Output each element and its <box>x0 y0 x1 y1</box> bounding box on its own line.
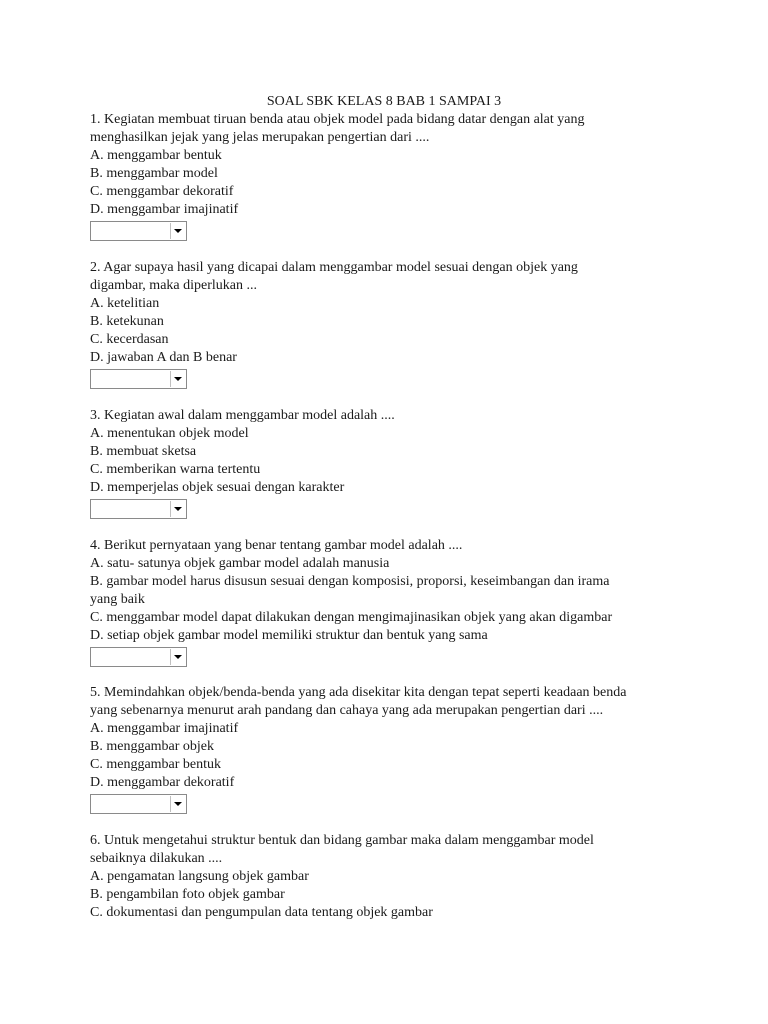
question-5 <box>90 684 680 814</box>
question-text: sebaiknya dilakukan .... <box>90 851 223 866</box>
answer-option: C. menggambar model dapat dilakukan dengan mengimajinasikan objek yang akan digambar <box>90 610 613 625</box>
answer-option: A. menggambar bentuk <box>90 148 222 163</box>
question-4 <box>90 537 680 667</box>
answer-option: A. pengamatan langsung objek gambar <box>90 869 309 884</box>
answer-option: C. menggambar dekoratif <box>90 184 234 199</box>
chevron-down-icon[interactable] <box>170 649 185 665</box>
answer-dropdown[interactable] <box>90 221 187 241</box>
answer-option: B. pengambilan foto objek gambar <box>90 887 285 902</box>
question-text: 6. Untuk mengetahui struktur bentuk dan bidang gambar maka dalam menggambar model <box>90 833 594 848</box>
question-2 <box>90 259 680 389</box>
answer-option: B. ketekunan <box>90 314 164 329</box>
page-title: SOAL SBK KELAS 8 BAB 1 SAMPAI 3 <box>266 94 502 109</box>
question-text: 2. Agar supaya hasil yang dicapai dalam menggambar model sesuai dengan objek yang <box>90 260 578 275</box>
question-text: menghasilkan jejak yang jelas merupakan pengertian dari .... <box>90 130 430 145</box>
chevron-down-icon[interactable] <box>170 223 185 239</box>
answer-dropdown[interactable] <box>90 647 187 667</box>
chevron-down-icon[interactable] <box>170 501 185 517</box>
answer-option: B. membuat sketsa <box>90 444 197 459</box>
answer-option: D. menggambar dekoratif <box>90 775 235 790</box>
answer-option: yang baik <box>90 592 145 607</box>
question-text: digambar, maka diperlukan ... <box>90 278 257 293</box>
answer-dropdown[interactable] <box>90 499 187 519</box>
answer-option: A. menentukan objek model <box>90 426 249 441</box>
question-text: 4. Berikut pernyataan yang benar tentang gambar model adalah .... <box>90 538 463 553</box>
question-6 <box>90 832 680 922</box>
answer-dropdown[interactable] <box>90 369 187 389</box>
answer-option: A. menggambar imajinatif <box>90 721 239 736</box>
answer-option: D. memperjelas objek sesuai dengan karakter <box>90 480 345 495</box>
question-text: 1. Kegiatan membuat tiruan benda atau objek model pada bidang datar dengan alat yang <box>90 112 585 127</box>
question-text: yang sebenarnya menurut arah pandang dan cahaya yang ada merupakan pengertian dari .... <box>90 703 604 718</box>
chevron-down-icon[interactable] <box>170 796 185 812</box>
question-text: 3. Kegiatan awal dalam menggambar model adalah .... <box>90 408 395 423</box>
answer-option: C. dokumentasi dan pengumpulan data tentang objek gambar <box>90 905 433 920</box>
question-text: 5. Memindahkan objek/benda-benda yang ada disekitar kita dengan tepat seperti keadaan benda <box>90 685 627 700</box>
answer-option: A. ketelitian <box>90 296 160 311</box>
question-1 <box>90 111 680 241</box>
answer-option: D. setiap objek gambar model memiliki struktur dan bentuk yang sama <box>90 628 488 643</box>
answer-option: A. satu- satunya objek gambar model adalah manusia <box>90 556 390 571</box>
answer-option: B. menggambar objek <box>90 739 215 754</box>
answer-option: D. menggambar imajinatif <box>90 202 239 217</box>
answer-option: D. jawaban A dan B benar <box>90 350 237 365</box>
answer-dropdown[interactable] <box>90 794 187 814</box>
answer-option: C. memberikan warna tertentu <box>90 462 261 477</box>
answer-option: C. kecerdasan <box>90 332 169 347</box>
chevron-down-icon[interactable] <box>170 371 185 387</box>
answer-option: B. menggambar model <box>90 166 218 181</box>
answer-option: B. gambar model harus disusun sesuai dengan komposisi, proporsi, keseimbangan dan irama <box>90 574 610 589</box>
question-3 <box>90 407 680 519</box>
answer-option: C. menggambar bentuk <box>90 757 222 772</box>
